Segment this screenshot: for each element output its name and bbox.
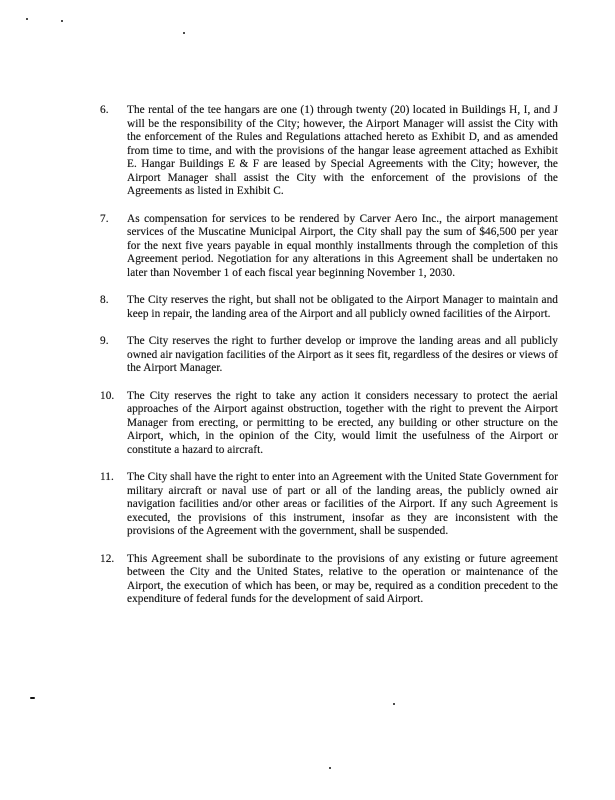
clause-text: The City reserves the right to further develop or improve the landing areas and all publicly owned air navigation facilities of the Airport as it sees fit, regardless of the desires or views of the Airport Manager. [127,335,558,374]
agreement-clause-6 [100,104,558,199]
clause-text: The City reserves the right, but shall not be obligated to the Airport Manager to maintain and keep in repair, the landing area of the Airport and all publicly owned facilities of the Airport. [127,294,558,320]
scan-speck [61,20,63,22]
agreement-clause-7 [100,213,558,281]
agreement-clause-9 [100,335,558,376]
scan-speck [183,32,185,34]
clause-text: As compensation for services to be rendered by Carver Aero Inc., the airport management services of the Muscatine Municipal Airport, the City shall pay the sum of $46,500 per year for the next five years payable in equal monthly installments through the completion of this Agreement period. Negotiation for any alterations in this Agreement shall be undertaken no later than November 1 of each fiscal year beginning November 1, 2030. [127,212,558,279]
agreement-clause-12 [100,553,558,607]
scan-speck [30,697,35,699]
clause-number: 12. [100,552,115,565]
clause-number: 10. [100,389,115,402]
agreement-clause-11 [100,471,558,539]
agreement-clause-8 [100,294,558,321]
clause-text: This Agreement shall be subordinate to the provisions of any existing or future agreement between the City and the United States, relative to the operation or maintenance of the Airport, the execution of which has been, or may be, required as a condition precedent to the expenditure of federal funds for the development of said Airport. [127,552,558,605]
clause-number: 11. [100,471,114,483]
clause-text: The City shall have the right to enter into an Agreement with the United State Government for military aircraft or naval use of part or all of the landing areas, the publicly owned air navigation facilities and/or other areas or facilities of the Airport. If any such Agreement is executed, the provisions of this instrument, insofar as they are inconsistent with the provisions of the Agreement with the government, shall be suspended. [127,471,558,537]
clause-number: 8. [100,294,109,306]
agreement-clause-list [100,104,558,621]
clause-text: The City reserves the right to take any action it considers necessary to protect the aerial approaches of the Airport against obstruction, together with the right to prevent the Airport Manager from erecting, or permitting to be erected, any building or other structure on the Airport, which, in the opinion of the City, would limit the usefulness of the Airport or constitute a hazard to aircraft. [127,389,558,456]
scan-speck [329,767,331,769]
clause-number: 6. [100,104,109,116]
clause-number: 7. [100,212,109,225]
agreement-clause-10 [100,390,558,458]
scan-speck [393,703,395,705]
clause-number: 9. [100,335,109,347]
clause-text: The rental of the tee hangars are one (1) through twenty (20) located in Buildings H, I, and J will be the responsibility of the City; however, the Airport Manager will assist the City with the enforcement of the Rules and Regulations attached hereto as Exhibit D, and as amended from time to time, and with the provisions of the hangar lease agreement attached as Exhibit E. Hangar Buildings E & F are leased by Special Agreements with the City; however, the Airport Manager shall assist the City with the enforcement of the provisions of the Agreements as listed in Exhibit C. [127,104,558,197]
scan-speck [26,18,28,20]
